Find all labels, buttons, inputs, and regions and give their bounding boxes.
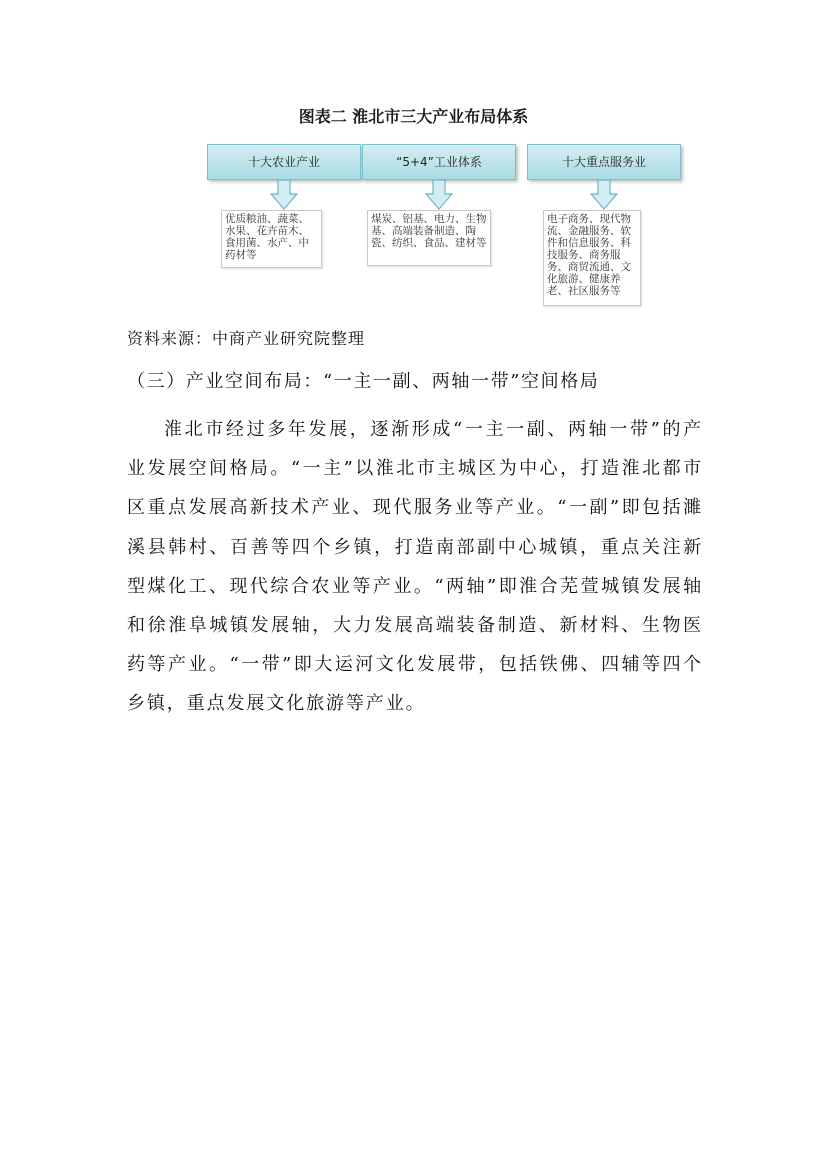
column-body: 优质粮油、蔬菜、水果、花卉苗木、食用菌、水产、中药材等 [221, 210, 322, 268]
figure-title: 图表二 淮北市三大产业布局体系 [298, 107, 529, 126]
down-arrow-icon [589, 180, 619, 210]
column-header: “5+4”工业体系 [362, 144, 516, 180]
column-body: 煤炭、铝基、电力、生物基、高端装备制造、陶瓷、纺织、食品、建材等 [367, 210, 491, 266]
section-heading: （三）产业空间布局：“一主一副、两轴一带”空间格局 [127, 371, 600, 392]
source-note: 资料来源：中商产业研究院整理 [127, 329, 366, 348]
down-arrow-icon [269, 180, 299, 210]
down-arrow-icon [424, 180, 454, 210]
column-header: 十大重点服务业 [527, 144, 681, 180]
body-paragraph: 淮北市经过多年发展，逐渐形成“一主一副、两轴一带”的产业发展空间格局。“一主”以淮北市主城区为中心，打造淮北都市区重点发展高新技术产业、现代服务业等产业。“一副”即包括濉溪县韩村、百善等四个乡镇，打造南部副中心城镇，重点关注新型煤化工、现代综合农业等产业。“两轴”即淮合芜萱城镇发展轴和徐淮阜城镇发展轴，大力发展高端装备制造、新材料、生物医药等产业。“一带”即大运河文化发展带，包括铁佛、四辅等四个乡镇，重点发展文化旅游等产业。 [127, 419, 703, 715]
column-header: 十大农业产业 [207, 144, 361, 180]
column-body: 电子商务、现代物流、金融服务、软件和信息服务、科技服务、商务服务、商贸流通、文化旅游、健康养老、社区服务等 [543, 210, 641, 306]
